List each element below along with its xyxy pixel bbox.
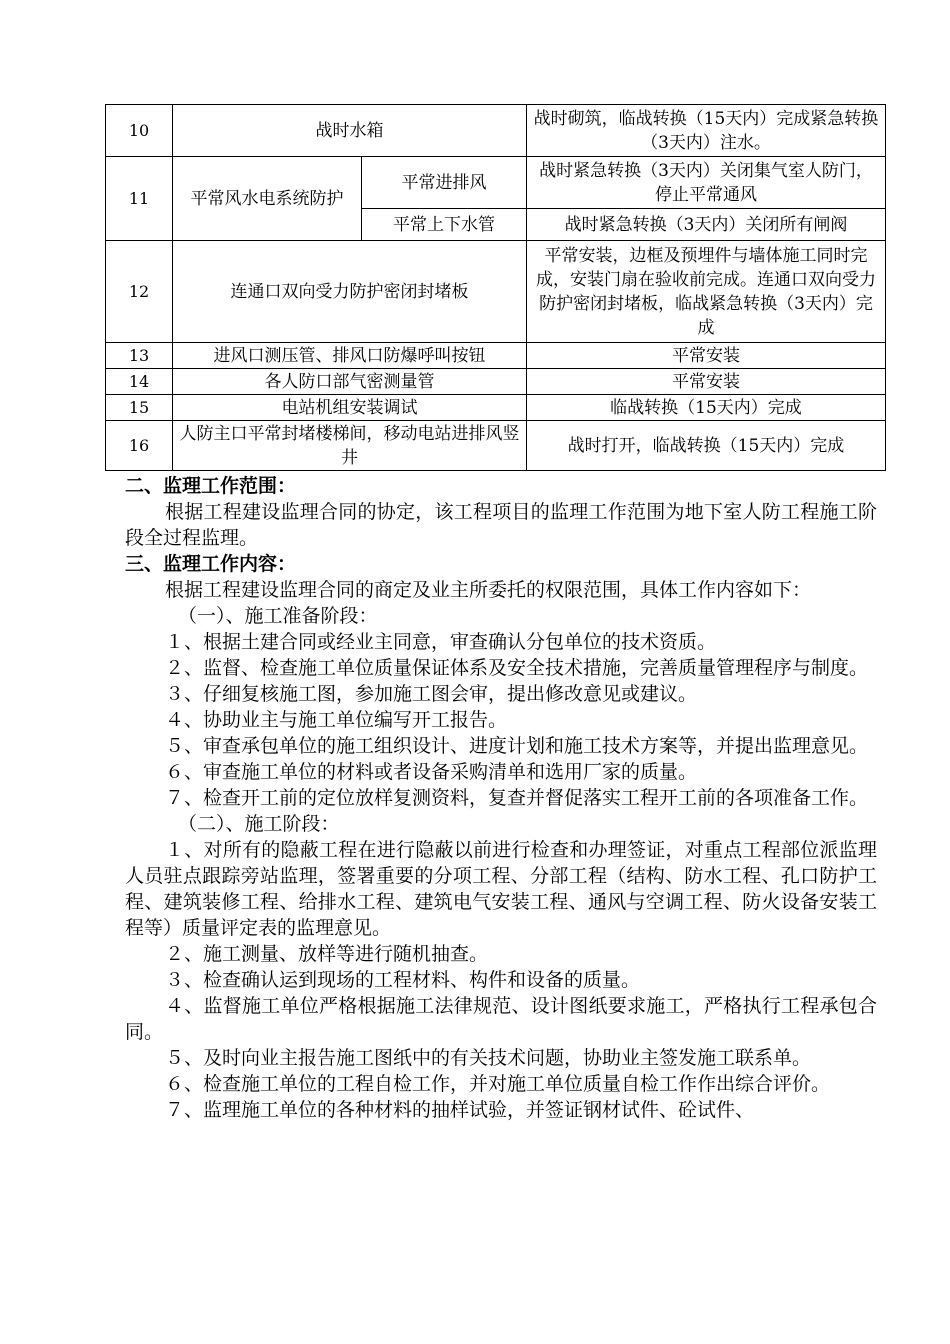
row-number: 10 [106, 105, 173, 157]
row-number: 12 [106, 241, 173, 343]
row-desc: 平常安装 [527, 369, 886, 395]
prep-item: ５、审查承包单位的施工组织设计、进度计划和施工技术方案等，并提出监理意见。 [165, 735, 869, 757]
row-desc: 平常安装 [527, 343, 886, 369]
conversion-table [105, 104, 886, 471]
row-desc: 临战转换（15天内）完成 [527, 395, 886, 421]
row-desc: 战时紧急转换（3天内）关闭所有闸阀 [527, 209, 886, 241]
row-desc: 战时紧急转换（3天内）关闭集气室人防门，停止平常通风 [527, 157, 886, 209]
row-item: 各人防口部气密测量管 [173, 369, 527, 395]
row-item: 人防主口平常封堵楼梯间，移动电站进排风竖井 [173, 421, 527, 471]
build-item: ５、及时向业主报告施工图纸中的有关技术问题，协助业主签发施工联系单。 [165, 1047, 812, 1069]
row-number: 16 [106, 421, 173, 471]
prep-item: ４、协助业主与施工单位编写开工报告。 [165, 709, 508, 731]
prep-item: １、根据土建合同或经业主同意，审查确认分包单位的技术资质。 [165, 631, 717, 653]
prep-item: ３、仔细复核施工图，参加施工图会审，提出修改意见或建议。 [165, 683, 698, 705]
build-item: ７、监理施工单位的各种材料的抽样试验，并签证钢材试件、砼试件、 [165, 1099, 755, 1121]
row-desc: 战时打开，临战转换（15天内）完成 [527, 421, 886, 471]
table-row [106, 343, 886, 369]
row-number: 14 [106, 369, 173, 395]
build-item: ３、检查确认运到现场的工程材料、构件和设备的质量。 [165, 969, 641, 991]
row-number: 15 [106, 395, 173, 421]
build-heading: （二）、施工阶段： [178, 813, 340, 835]
row-item: 平常风水电系统防护 [173, 157, 362, 241]
content-heading: 三、监理工作内容： [125, 553, 297, 575]
table-row [106, 105, 886, 157]
prep-heading: （一）、施工准备阶段： [178, 605, 378, 627]
row-number: 13 [106, 343, 173, 369]
body-text [125, 473, 877, 1123]
build-item: ２、施工测量、放样等进行随机抽查。 [165, 943, 489, 965]
row-item: 电站机组安装调试 [173, 395, 527, 421]
scope-paragraph: 根据工程建设监理合同的协定，该工程项目的监理工作范围为地下室人防工程施工阶段全过程监理。 [125, 501, 877, 549]
row-subitem: 平常上下水管 [362, 209, 527, 241]
row-desc: 平常安装，边框及预埋件与墙体施工同时完成，安装门扇在验收前完成。连通口双向受力防护密闭封堵板，临战紧急转换（3天内）完成 [527, 241, 886, 343]
scope-heading: 二、监理工作范围： [125, 475, 297, 497]
row-item: 战时水箱 [173, 105, 527, 157]
prep-item: ６、审查施工单位的材料或者设备采购清单和选用厂家的质量。 [165, 761, 698, 783]
row-item: 连通口双向受力防护密闭封堵板 [173, 241, 527, 343]
content-intro: 根据工程建设监理合同的商定及业主所委托的权限范围，具体工作内容如下： [165, 579, 812, 601]
row-item: 进风口测压管、排风口防爆呼叫按钮 [173, 343, 527, 369]
table-row [106, 241, 886, 343]
row-subitem: 平常进排风 [362, 157, 527, 209]
table-row [106, 421, 886, 471]
table-row [106, 369, 886, 395]
prep-item: ７、检查开工前的定位放样复测资料，复查并督促落实工程开工前的各项准备工作。 [165, 787, 869, 809]
build-item: ４、监督施工单位严格根据施工法律规范、设计图纸要求施工，严格执行工程承包合同。 [125, 995, 877, 1043]
build-item: ６、检查施工单位的工程自检工作，并对施工单位质量自检工作作出综合评价。 [165, 1073, 831, 1095]
row-desc: 战时砌筑，临战转换（15天内）完成紧急转换（3天内）注水。 [527, 105, 886, 157]
table-row [106, 395, 886, 421]
prep-item: ２、监督、检查施工单位质量保证体系及安全技术措施，完善质量管理程序与制度。 [165, 657, 869, 679]
build-item: １、对所有的隐蔽工程在进行隐蔽以前进行检查和办理签证，对重点工程部位派监理人员驻点跟踪旁站监理，签署重要的分项工程、分部工程（结构、防水工程、孔口防护工程、建筑装修工程、给排水工程、建筑电气安装工程、通风与空调工程、防火设备安装工程等）质量评定表的监理意见。 [125, 839, 877, 939]
table-row [106, 157, 886, 209]
row-number: 11 [106, 157, 173, 241]
